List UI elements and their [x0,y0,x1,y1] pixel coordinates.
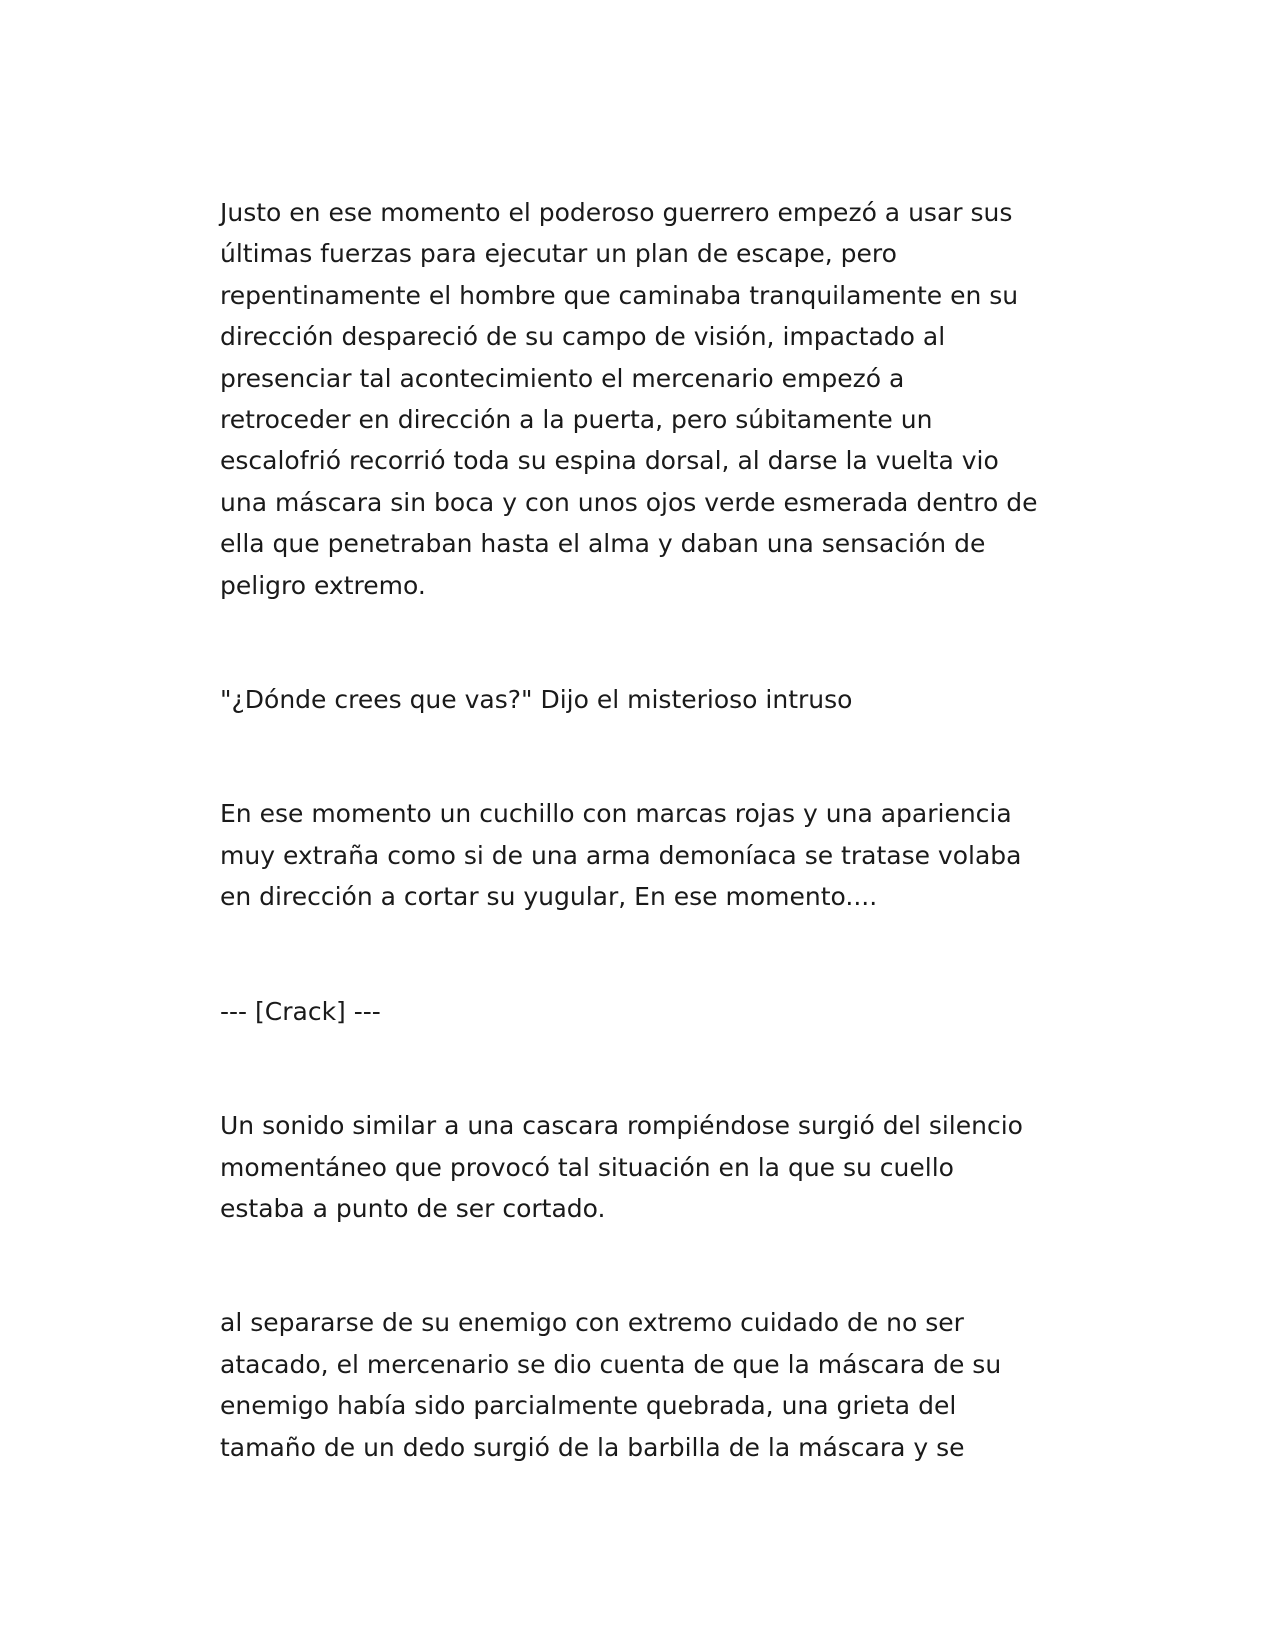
paragraph-3 [220,793,1050,917]
paragraph-line: Justo en ese momento el poderoso guerrero empezó a usar sus [220,198,1013,227]
paragraph-spacer [220,1032,1050,1105]
paragraph-2-dialogue [220,679,1050,720]
paragraph-6 [220,1302,1050,1468]
paragraph-line: estaba a punto de ser cortado. [220,1193,606,1223]
paragraph-line: "¿Dónde crees que vas?" Dijo el misterioso intruso [220,685,853,715]
paragraph-line: en dirección a cortar su yugular, En ese momento.... [220,882,878,912]
paragraph-line: En ese momento un cuchillo con marcas rojas y una apariencia [220,799,1012,829]
paragraph-line: retroceder en dirección a la puerta, pero súbitamente un [220,405,933,435]
paragraph-line: muy extraña como si de una arma demoníaca se tratase volaba [220,840,1022,870]
paragraph-line: atacado, el mercenario se dio cuenta de que la máscara de su [220,1349,1002,1379]
paragraph-1 [220,192,1050,606]
paragraph-line: presenciar tal acontecimiento el mercenario empezó a [220,363,905,393]
paragraph-line: repentinamente el hombre que caminaba tranquilamente en su [220,280,1019,310]
paragraph-line: ella que penetraban hasta el alma y daban una sensación de [220,529,986,559]
paragraph-spacer [220,720,1050,793]
paragraph-line: una máscara sin boca y con unos ojos verde esmerada dentro de [220,487,1038,517]
paragraph-line: últimas fuerzas para ejecutar un plan de escape, pero [220,239,897,269]
paragraph-line: tamaño de un dedo surgió de la barbilla de la máscara y se [220,1432,965,1462]
paragraph-line: dirección despareció de su campo de visión, impactado al [220,322,946,352]
paragraph-spacer [220,918,1050,991]
paragraph-line: al separarse de su enemigo con extremo cuidado de no ser [220,1308,964,1338]
document-body [220,192,1050,1468]
paragraph-4-sound-effect [220,991,1050,1032]
paragraph-line: enemigo había sido parcialmente quebrada, una grieta del [220,1391,957,1421]
paragraph-line: escalofrió recorrió toda su espina dorsal, al darse la vuelta vio [220,446,999,476]
paragraph-line: --- [Crack] --- [220,996,381,1026]
paragraph-spacer [220,606,1050,679]
paragraph-line: momentáneo que provocó tal situación en la que su cuello [220,1152,954,1182]
paragraph-5 [220,1105,1050,1229]
paragraph-spacer [220,1229,1050,1302]
paragraph-line: peligro extremo. [220,570,426,600]
paragraph-line: Un sonido similar a una cascara rompiéndose surgió del silencio [220,1111,1023,1141]
